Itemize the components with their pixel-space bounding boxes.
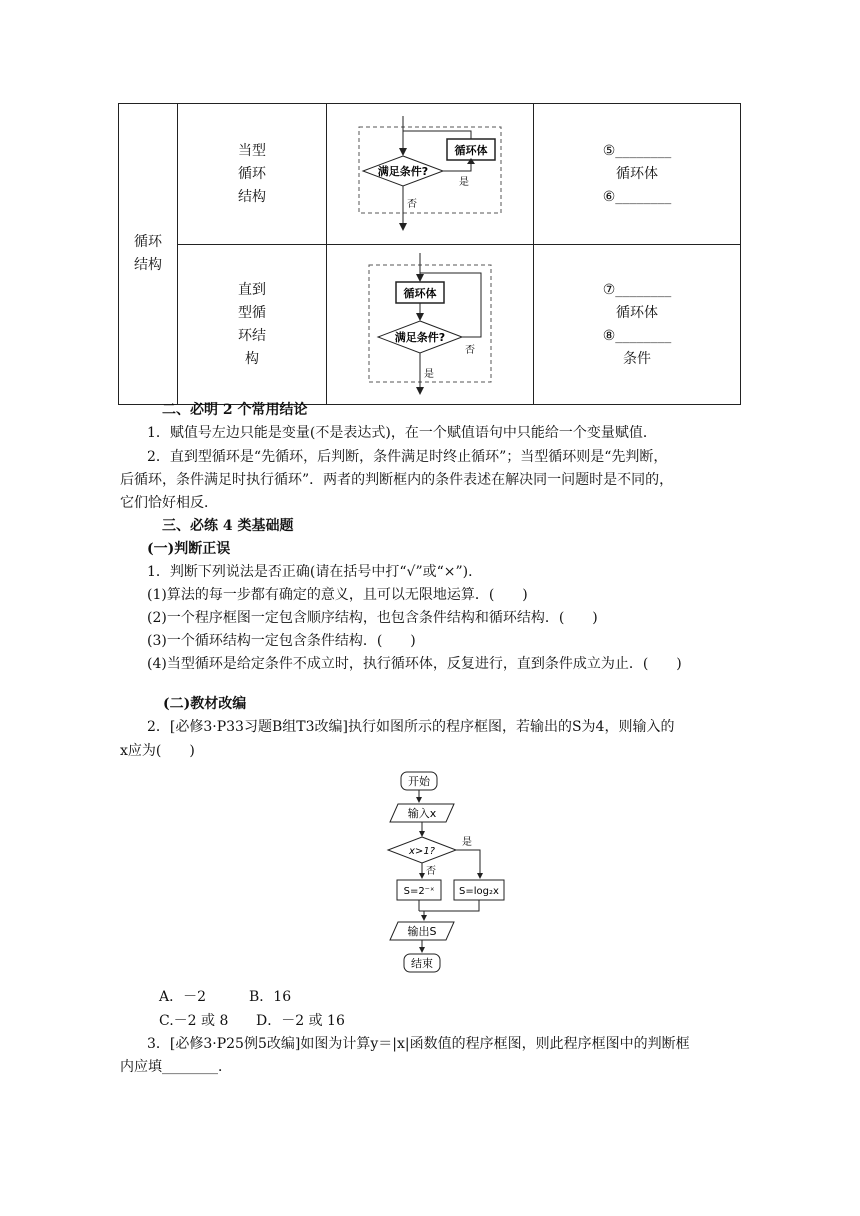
row2-name-line: 环结 [238, 327, 266, 344]
row2-name-line: 型循 [238, 304, 266, 321]
question-1: 1．判断下列说法是否正确(请在括号中打“√”或“×”)． [147, 564, 483, 580]
row2-name-cell [178, 245, 327, 405]
option-c: C.－2 或 8 [159, 1013, 229, 1029]
row1-flow-cell [327, 104, 534, 245]
row1-name-cell [178, 104, 327, 245]
output-text: 输出S [407, 925, 437, 938]
start-text: 开始 [408, 775, 430, 788]
row2-name-line: 构 [245, 350, 259, 367]
subsection-judge: (一)判断正误 [147, 541, 231, 557]
judge-item-4: (4)当型循环是给定条件不成立时，执行循环体，反复进行，直到条件成立为止．( ) [147, 656, 682, 672]
answer-loop-body: 循环体 [616, 304, 658, 321]
yes-label: 是 [424, 369, 434, 380]
blank-8: ⑧________ [602, 327, 672, 344]
yes-label: 是 [462, 837, 472, 848]
row1-name-line: 结构 [238, 188, 266, 205]
category-cell [119, 104, 178, 405]
option-a: A．－2 [159, 989, 207, 1005]
loop-body-text: 循环体 [403, 287, 437, 300]
section2-heading: 二、必明 2 个常用结论 [162, 402, 308, 418]
row1-answer-cell [534, 104, 741, 245]
judge-item-3: (3)一个循环结构一定包含条件结构．( ) [147, 633, 416, 649]
question-2-flowchart [380, 768, 510, 978]
condition-text: x>1? [409, 846, 435, 857]
blank-5: ⑤________ [602, 142, 672, 159]
row1-name-line: 当型 [238, 142, 266, 159]
row1-name-line: 循环 [238, 165, 266, 182]
conclusion-1: 1．赋值号左边只能是变量(不是表达式)，在一个赋值语句中只能给一个变量赋值． [147, 425, 657, 441]
no-label: 否 [465, 345, 475, 356]
category-label: 循环结构 [134, 234, 162, 273]
blank-7: ⑦________ [602, 281, 672, 298]
subsection-textbook: (二)教材改编 [163, 696, 247, 712]
option-b: B．16 [249, 989, 292, 1005]
assign-left-text: S=2⁻ˣ [403, 886, 435, 897]
loop-structure-table [118, 103, 741, 405]
condition-text: 满足条件? [377, 165, 429, 178]
no-label: 否 [426, 866, 436, 877]
condition-text: 满足条件? [394, 331, 446, 344]
conclusion-2-line2: 后循环，条件满足时执行循环”．两者的判断框内的条件表述在解决同一问题时是不同的， [120, 472, 674, 488]
yes-label: 是 [459, 177, 469, 188]
question-3-line2: 内应填________． [120, 1059, 232, 1075]
section3-heading: 三、必练 4 类基础题 [162, 518, 294, 534]
row2-answer-cell [534, 245, 741, 405]
loop-body-text: 循环体 [454, 144, 488, 157]
row2-name-line: 直到 [238, 281, 266, 298]
question-2-line1: 2．[必修3·P33习题B组T3改编]执行如图所示的程序框图，若输出的S为4，则输入的 [147, 719, 675, 735]
blank-6: ⑥________ [602, 188, 672, 205]
until-loop-flowchart [327, 245, 533, 400]
assign-right-text: S=log₂x [459, 886, 499, 897]
answer-condition: 条件 [623, 350, 651, 367]
no-label: 否 [407, 199, 417, 210]
judge-item-2: (2)一个程序框图一定包含顺序结构，也包含条件结构和循环结构．( ) [147, 610, 598, 626]
row2-flow-cell [327, 245, 534, 405]
conclusion-2-line3: 它们恰好相反． [120, 495, 218, 511]
end-text: 结束 [411, 957, 433, 970]
judge-item-1: (1)算法的每一步都有确定的意义，且可以无限地运算．( ) [147, 587, 528, 603]
input-text: 输入x [407, 807, 437, 820]
conclusion-2-line1: 2．直到型循环是“先循环，后判断，条件满足时终止循环”；当型循环则是“先判断， [147, 449, 668, 465]
question-3-line1: 3．[必修3·P25例5改编]如图为计算y＝|x|函数值的程序框图，则此程序框图中的判断框 [147, 1036, 690, 1052]
option-d: D．－2 或 16 [256, 1013, 345, 1029]
while-loop-flowchart [327, 104, 533, 240]
question-2-line2: x应为( ) [120, 743, 195, 759]
answer-loop-body: 循环体 [616, 165, 658, 182]
